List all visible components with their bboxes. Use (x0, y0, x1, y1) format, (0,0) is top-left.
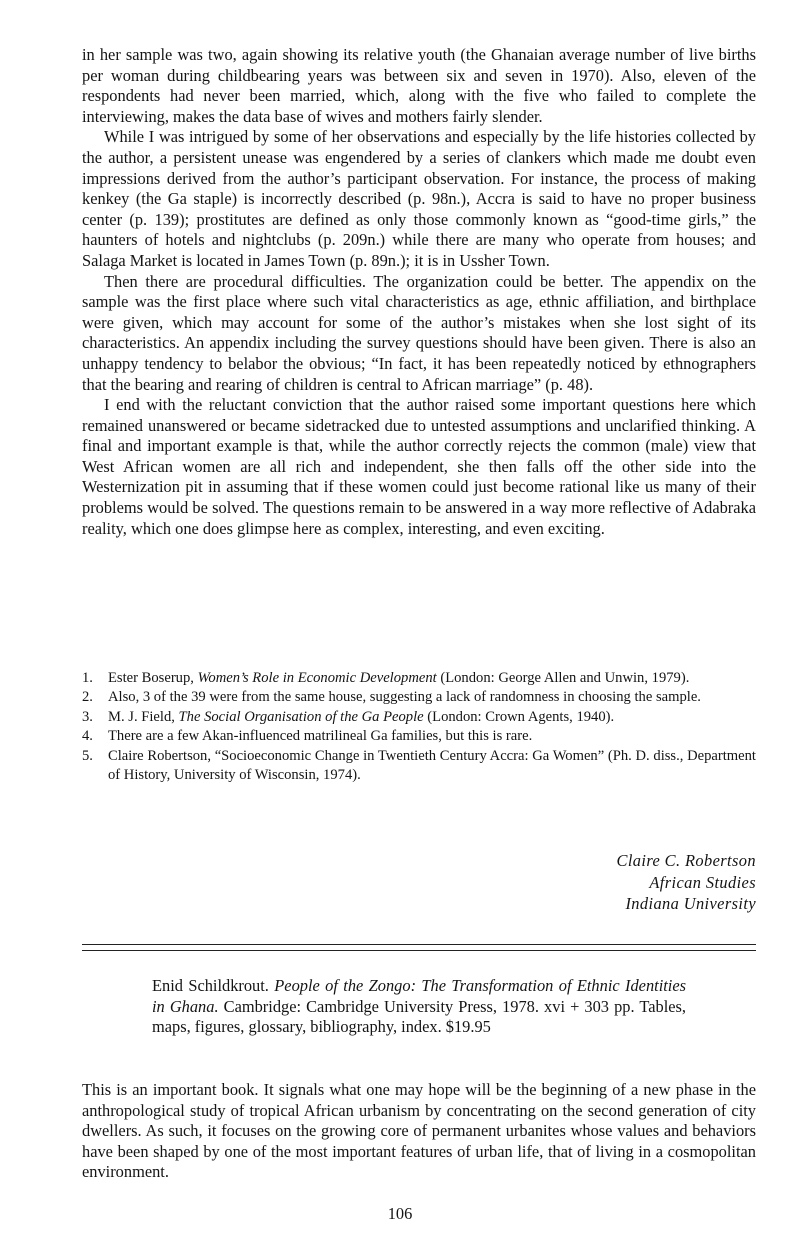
paragraph: I end with the reluctant conviction that the author raised some important questions here which remained unanswered or became sidetracked due to untested assumptions and unclarified thinking. A final and important example is that, while the author correctly rejects the common (male) view that West African women are all rich and independent, she then falls off the other side into the Westernization pit in assuming that if these women could just become rational like us many of their problems would be solved. The questions remain to be answered in a way more reflective of Adabraka reality, which one does glimpse here as complex, interesting, and even exciting. (82, 395, 756, 538)
review-body (82, 1080, 756, 1183)
section-divider (82, 950, 756, 951)
endnote-number: 2. (82, 689, 93, 706)
review-body (82, 45, 756, 539)
endnotes (82, 669, 756, 785)
endnote (82, 669, 756, 688)
endnote (82, 688, 756, 707)
paragraph: in her sample was two, again showing its relative youth (the Ghanaian average number of live births per woman during childbearing years was between six and seven in 1970). Also, eleven of the respondents had never been married, which, along with the five who failed to complete the interviewing, makes the data base of wives and mothers fairly slender. (82, 45, 756, 126)
endnote-title: The Social Organisation of the Ga People (178, 708, 424, 725)
reviewer-signature (617, 850, 757, 915)
page-number: 106 (387, 1204, 413, 1223)
section-divider (82, 944, 756, 945)
endnote-title: Women’s Role in Economic Development (197, 670, 437, 686)
endnote (82, 708, 756, 727)
endnote-number: 1. (82, 670, 93, 686)
endnote-number: 3. (82, 708, 93, 725)
citation-details: Cambridge: Cambridge University Press, 1978. xvi + 303 pp. Tables, maps, figures, glossary, bibliography, index. $19.95 (152, 996, 686, 1037)
endnote-text: (London: George Allen and Unwin, 1979). (436, 670, 690, 686)
book-citation (152, 976, 686, 1038)
endnote-text: Claire Robertson, “Socioeconomic Change in Twentieth Century Accra: Ga Women” (Ph. D. diss., Department of History, University of Wisconsin, 1974). (108, 747, 756, 784)
endnote-number: 5. (82, 747, 93, 764)
endnote-text: There are a few Akan-influenced matrilineal Ga families, but this is rare. (108, 728, 533, 745)
endnote-number: 4. (82, 728, 93, 745)
reviewer-department: African Studies (649, 872, 756, 892)
endnote-text: Also, 3 of the 39 were from the same house, suggesting a lack of randomness in choosing the sample. (108, 689, 701, 706)
endnote-text: M. J. Field, (108, 708, 179, 725)
endnote-text: Ester Boserup, (108, 670, 198, 686)
paragraph: Then there are procedural difficulties. The organization could be better. The appendix on the sample was the first place where such vital characteristics as age, ethnic affiliation, and birthplace were given, which may account for some of the author’s mistakes when she lost sight of its characteristics. An appendix including the survey questions should have been given. There is also an unhappy tendency to belabor the obvious; “In fact, it has been repeatedly noticed by ethnographers that the bearing and rearing of children is central to African marriage” (p. 48). (82, 271, 756, 394)
endnote (82, 727, 756, 746)
reviewer-institution: Indiana University (625, 894, 756, 913)
reviewer-name: Claire C. Robertson (616, 851, 756, 870)
citation-author: Enid Schildkrout. (152, 976, 269, 995)
paragraph: While I was intrigued by some of her observations and especially by the life histories collected by the author, a persistent unease was engendered by a series of clankers which made me doubt even impressions derived from the author’s participant observation. For instance, the process of making kenkey (the Ga staple) is incorrectly described (p. 98n.), Accra is said to have no proper business center (p. 139); prostitutes are defined as only those commonly known as “good-time girls,” the haunters of hotels and nightclubs (p. 209n.) while there are many who operate from houses; and Salaga Market is located in James Town (p. 89n.); it is in Ussher Town. (82, 127, 756, 270)
endnote-text: (London: Crown Agents, 1940). (423, 708, 615, 725)
paragraph: This is an important book. It signals what one may hope will be the beginning of a new phase in the anthropological study of tropical African urbanism by concentrating on the second generation of city dwellers. As such, it focuses on the growing core of permanent urbanites whose values and behaviors have been shaped by one of the most important features of urban life, that of living in a cosmopolitan environment. (82, 1080, 756, 1182)
citation-title: People of the Zongo: The Transformation of Ethnic Identities in Ghana. (152, 976, 687, 1016)
endnote (82, 747, 756, 786)
